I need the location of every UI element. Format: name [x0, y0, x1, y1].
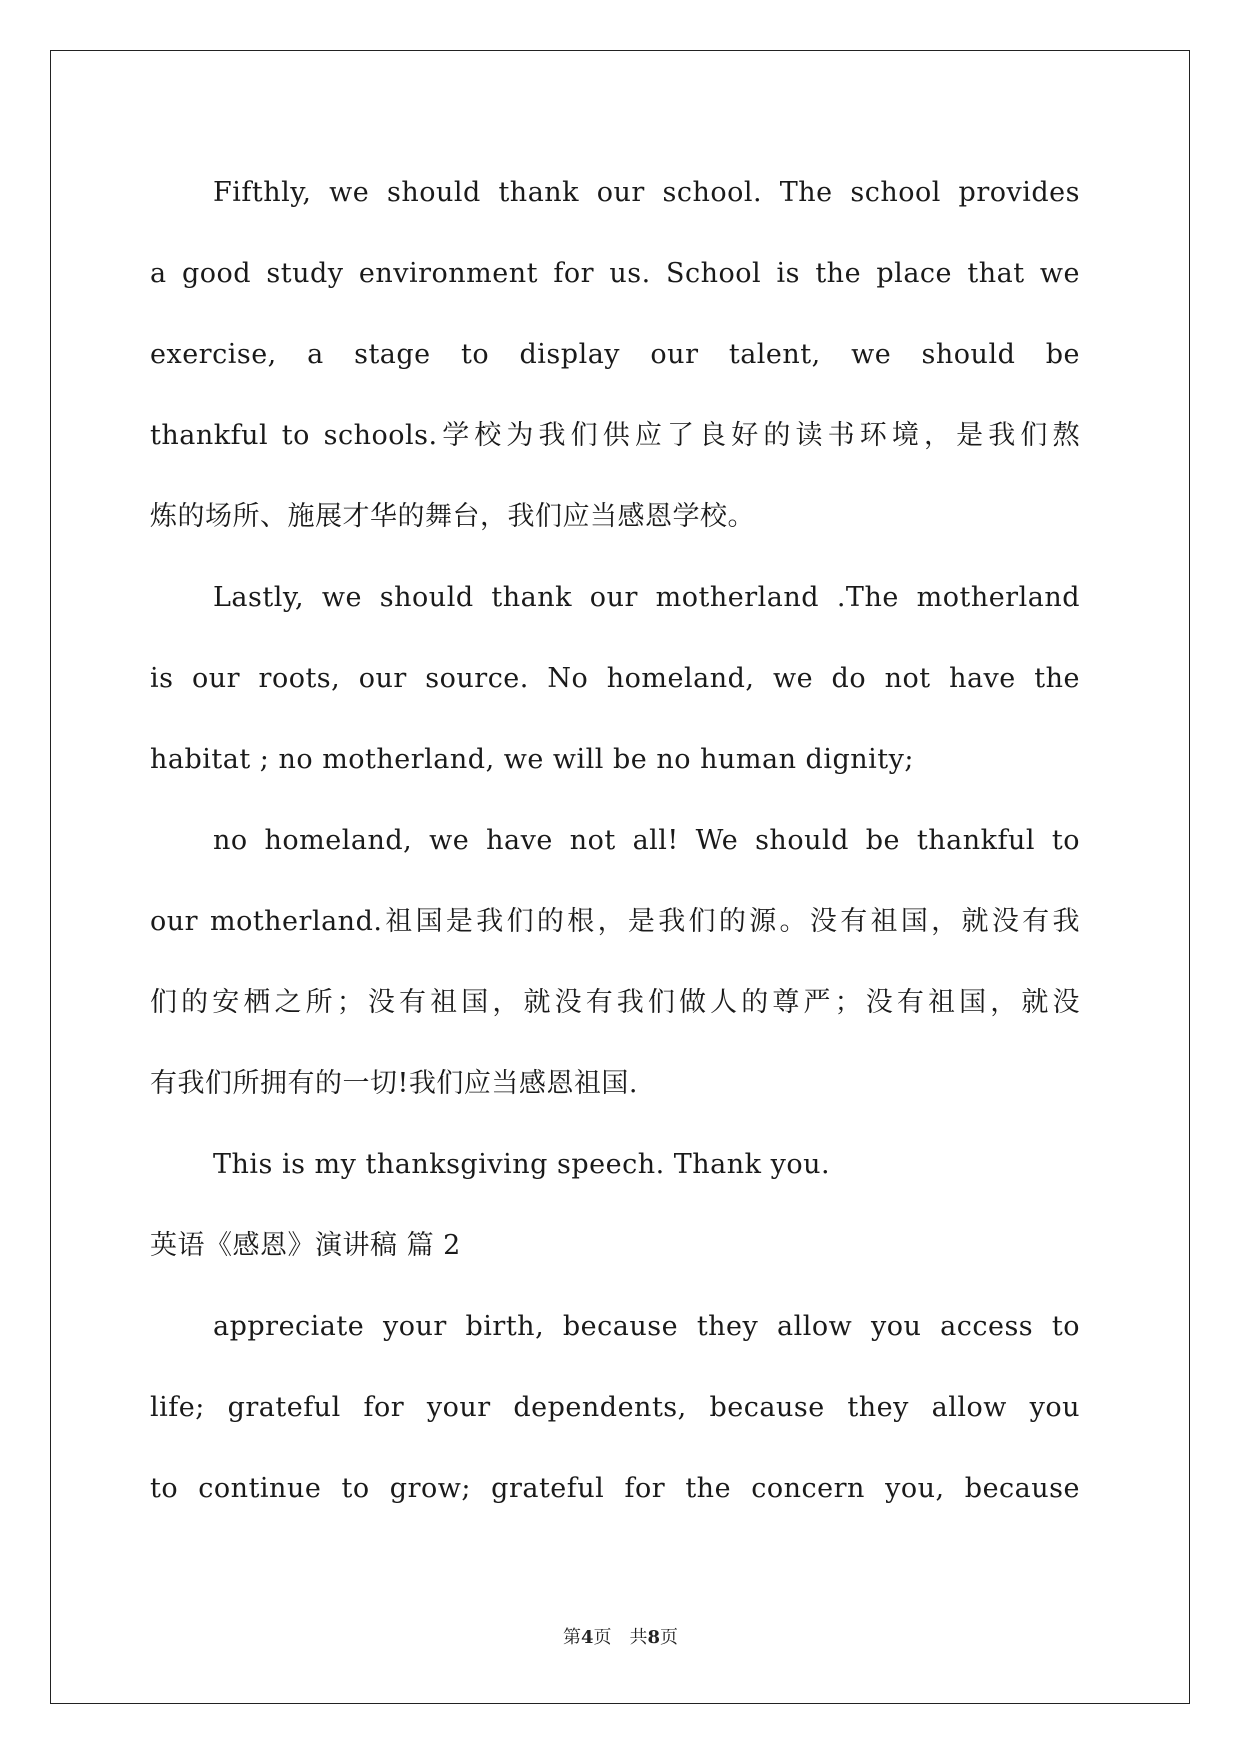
- paragraph-line: 炼的场所、施展才华的舞台，我们应当感恩学校。: [150, 501, 755, 532]
- paragraph-line: thankful to schools.学校为我们供应了良好的读书环境，是我们熬: [150, 420, 1080, 451]
- paragraph-line: life; grateful for your dependents, because they allow you: [150, 1392, 1080, 1423]
- current-page-number: 4: [580, 1627, 594, 1648]
- footer-suffix: 页: [660, 1627, 679, 1648]
- page-border: [50, 50, 1190, 1704]
- paragraph-line: habitat ; no motherland, we will be no human dignity;: [150, 744, 914, 775]
- paragraph-line: a good study environment for us. School is the place that we: [150, 258, 1080, 289]
- paragraph-line: is our roots, our source. No homeland, we do not have the: [150, 663, 1080, 694]
- paragraph-line: Fifthly, we should thank our school. The school provides: [213, 177, 1080, 208]
- paragraph-line: exercise, a stage to display our talent, we should be: [150, 339, 1080, 370]
- paragraph-line: 们的安栖之所；没有祖国，就没有我们做人的尊严；没有祖国，就没: [150, 987, 1080, 1018]
- page-footer: [0, 1623, 1241, 1649]
- paragraph-line: no homeland, we have not all! We should be thankful to: [213, 825, 1080, 856]
- paragraph-line: 有我们所拥有的一切!我们应当感恩祖国.: [150, 1068, 638, 1099]
- paragraph-line: to continue to grow; grateful for the concern you, because: [150, 1473, 1080, 1504]
- paragraph-line: Lastly, we should thank our motherland .The motherland: [213, 582, 1080, 613]
- footer-prefix: 第: [562, 1627, 581, 1648]
- section-heading: 英语《感恩》演讲稿 篇 2: [150, 1230, 461, 1261]
- paragraph-line: This is my thanksgiving speech. Thank you.: [213, 1149, 831, 1180]
- paragraph-line: appreciate your birth, because they allow you access to: [213, 1311, 1080, 1342]
- paragraph-line: our motherland.祖国是我们的根，是我们的源。没有祖国，就没有我: [150, 906, 1080, 937]
- total-page-number: 8: [647, 1627, 661, 1648]
- footer-mid: 页 共: [593, 1627, 648, 1648]
